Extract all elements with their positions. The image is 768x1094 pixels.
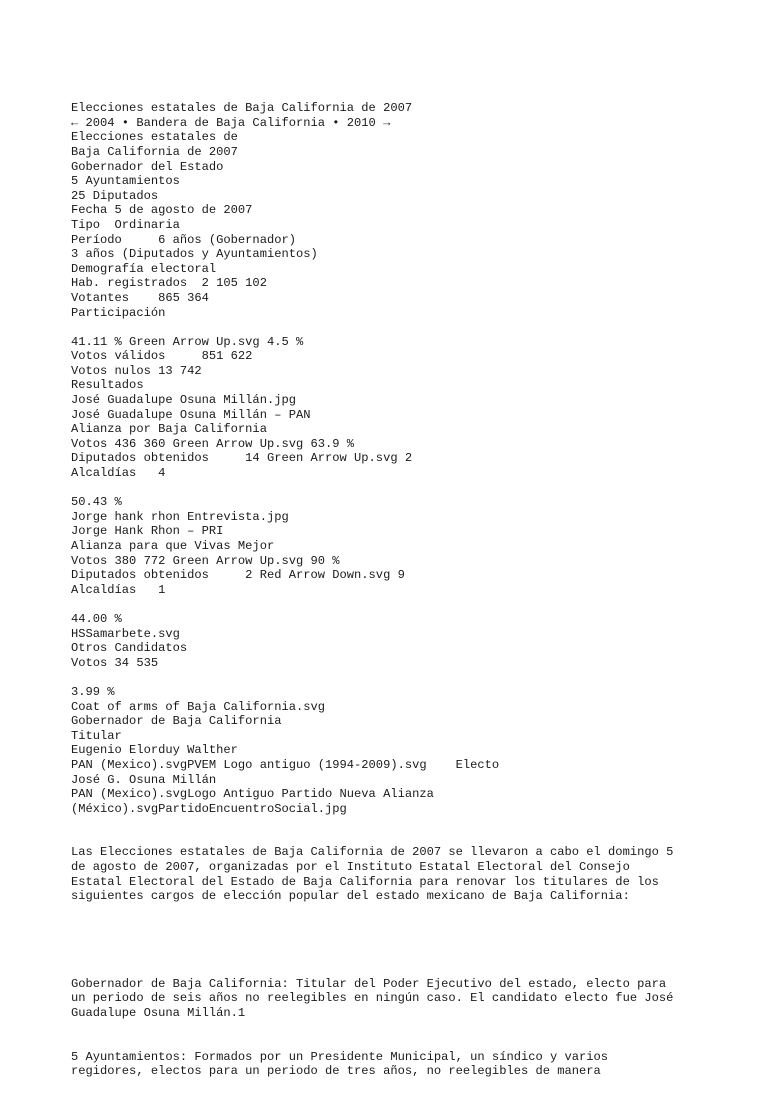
ayuntamientos-paragraph: 5 Ayuntamientos: Formados por un Presidente Municipal, un síndico y varios regidores, electos para un periodo de tres años, no reelegibles de manera — [71, 1049, 609, 1079]
infobox-line: 3 años (Diputados y Ayuntamientos) — [71, 247, 318, 262]
blank-line — [71, 481, 731, 496]
infobox-line: Hab. registrados 2 105 102 — [71, 276, 267, 291]
blank-line — [71, 933, 731, 948]
blank-line — [71, 320, 731, 335]
infobox-line: PAN (Mexico).svgLogo Antiguo Partido Nueva Alianza — [71, 787, 434, 802]
infobox-line: 41.11 % Green Arrow Up.svg 4.5 % — [71, 334, 304, 349]
blank-line — [71, 597, 731, 612]
infobox-line: Votos nulos 13 742 — [71, 363, 202, 378]
infobox-line: 50.43 % — [71, 495, 122, 510]
infobox-line: Resultados — [71, 378, 144, 393]
infobox-line: 44.00 % — [71, 611, 122, 626]
infobox-line: Alianza para que Vivas Mejor — [71, 539, 275, 553]
intro-paragraph: Las Elecciones estatales de Baja California de 2007 se llevaron a cabo el domingo 5 de agosto de 2007, organizadas por el Instituto Estatal Electoral del Consejo Estatal Electoral del Estado de Baja California para renovar los titulares de los siguientes cargos de elección popular del estado mexicano de Baja California: — [71, 845, 674, 904]
infobox-line: Votantes 865 364 — [71, 290, 209, 305]
infobox-line: Titular — [71, 728, 122, 743]
infobox-line: José Guadalupe Osuna Millán – PAN — [71, 407, 311, 422]
infobox-line: 25 Diputados — [71, 188, 159, 203]
infobox-line: Jorge hank rhon Entrevista.jpg — [71, 509, 289, 524]
infobox-line: Baja California de 2007 — [71, 144, 238, 159]
infobox-line: Participación — [71, 305, 166, 320]
infobox-line: Jorge Hank Rhon – PRI — [71, 524, 224, 539]
infobox-line: José G. Osuna Millán — [71, 772, 217, 787]
infobox-line: Elecciones estatales de Baja California de 2007 — [71, 101, 413, 116]
infobox-line: Alianza por Baja California — [71, 422, 267, 437]
infobox-line: Gobernador del Estado — [71, 159, 224, 174]
governor-paragraph: Gobernador de Baja California: Titular del Poder Ejecutivo del estado, electo para un periodo de seis años no reelegibles en ningún caso. El candidato electo fue José Guadalupe Osuna Millán.1 — [71, 976, 674, 1020]
infobox-line: Fecha 5 de agosto de 2007 — [71, 203, 253, 218]
infobox-line: (México).svgPartidoEncuentroSocial.jpg — [71, 801, 347, 816]
infobox-line: Votos 34 535 — [71, 655, 159, 670]
infobox-line: Tipo Ordinaria — [71, 217, 180, 232]
infobox-line: Diputados obtenidos 14 Green Arrow Up.svg 2 — [71, 451, 413, 466]
infobox-text — [71, 101, 731, 816]
infobox-line: Diputados obtenidos 2 Red Arrow Down.svg 9 — [71, 568, 405, 583]
document-text — [71, 72, 731, 1094]
infobox-line: Alcaldías 4 — [71, 466, 166, 481]
infobox-line: HSSamarbete.svg — [71, 626, 180, 641]
infobox-line: Eugenio Elorduy Walther — [71, 743, 238, 758]
infobox-line: Período 6 años (Gobernador) — [71, 232, 296, 247]
infobox-line: Coat of arms of Baja California.svg — [71, 699, 326, 714]
infobox-line: PAN (Mexico).svgPVEM Logo antiguo (1994-2009).svg Electo — [71, 757, 500, 772]
infobox-line: Elecciones estatales de — [71, 130, 238, 145]
infobox-line: Gobernador de Baja California — [71, 714, 282, 729]
infobox-line: Votos válidos 851 622 — [71, 349, 253, 364]
infobox-line: Demografía electoral — [71, 261, 217, 276]
infobox-line: Votos 436 360 Green Arrow Up.svg 63.9 % — [71, 436, 355, 451]
infobox-line: Otros Candidatos — [71, 641, 188, 656]
infobox-line: José Guadalupe Osuna Millán.jpg — [71, 393, 296, 408]
infobox-line: Votos 380 772 Green Arrow Up.svg 90 % — [71, 553, 340, 568]
infobox-line: Alcaldías 1 — [71, 582, 166, 597]
blank-line — [71, 670, 731, 685]
infobox-line: 3.99 % — [71, 684, 115, 699]
infobox-line: ← 2004 • Bandera de Baja California • 2010 → — [71, 115, 391, 130]
infobox-line: 5 Ayuntamientos — [71, 174, 180, 189]
